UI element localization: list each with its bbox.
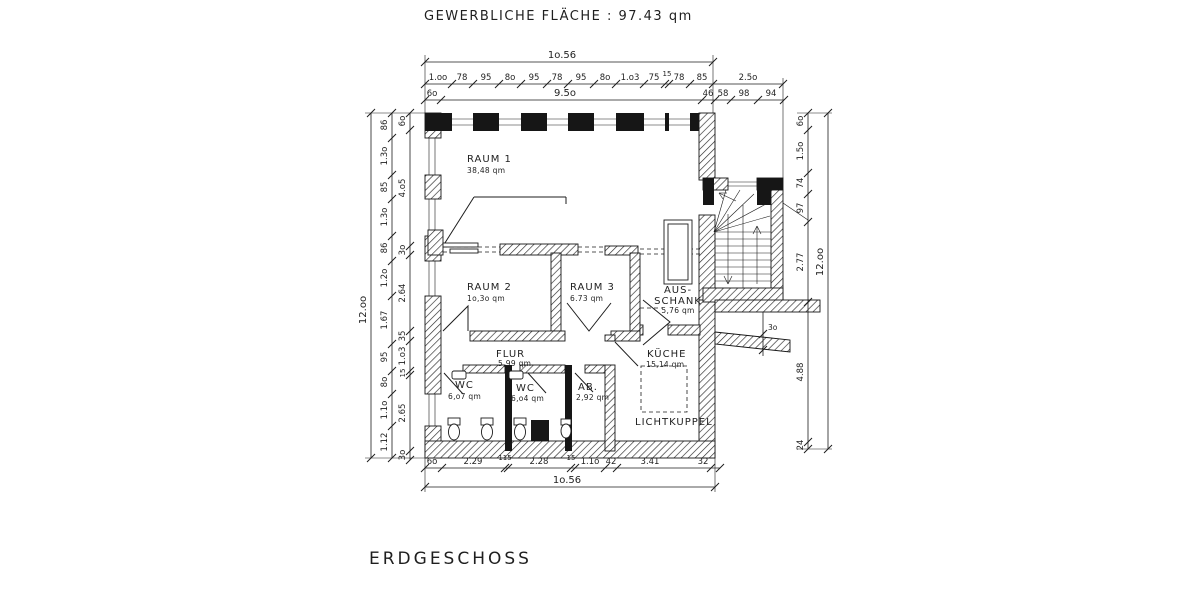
svg-text:6o: 6o [398,115,408,127]
room-area-raum2: 1o,3o qm [467,294,505,303]
svg-text:4.88: 4.88 [796,362,806,382]
svg-text:98: 98 [738,89,750,99]
floor-label: ERDGESCHOSS [369,549,532,569]
room-label-lichtkuppel: LICHTKUPPEL [635,417,713,428]
svg-text:35: 35 [398,330,408,342]
svg-text:2.29: 2.29 [463,457,483,467]
svg-text:1.oo: 1.oo [428,73,448,83]
svg-text:86: 86 [380,119,390,131]
dim-chain-right-inner [796,109,812,453]
room-label-ausschank-1: AUS- [663,285,693,296]
svg-text:15: 15 [399,368,407,378]
dim-chain-left-mid [380,109,396,462]
svg-text:58: 58 [717,89,729,99]
svg-text:78: 78 [673,73,685,83]
svg-text:3o: 3o [398,449,408,461]
svg-text:2.64: 2.64 [398,283,408,303]
room-label-ausschank-2: SCHANK [654,296,702,307]
svg-text:1.2o: 1.2o [380,268,390,288]
title-commercial-area: GEWERBLICHE FLÄCHE : 97.43 qm [424,9,693,24]
room-area-flur: 5,99 qm [498,359,532,368]
svg-text:6o: 6o [426,457,438,467]
room-label-flur: FLUR [496,349,526,360]
dim-chain-left-inner [398,109,414,464]
svg-text:1.67: 1.67 [380,310,390,330]
svg-text:1.3o: 1.3o [380,146,390,166]
svg-text:1.o3: 1.o3 [620,73,640,83]
svg-text:95: 95 [480,73,492,83]
svg-text:85: 85 [380,181,390,193]
svg-text:32: 32 [697,457,709,467]
svg-text:2.77: 2.77 [796,252,806,272]
svg-text:85: 85 [696,73,708,83]
svg-text:75: 75 [648,73,660,83]
room-area-raum3: 6.73 qm [570,294,604,303]
svg-text:15: 15 [566,454,576,462]
svg-text:9.5o: 9.5o [553,88,577,99]
svg-text:6o: 6o [426,89,438,99]
room-labels [448,154,713,428]
room-area-ausschank: 5,76 qm [661,306,695,315]
room-label-wc2: WC [516,383,535,394]
dim-chain-right-outer [815,109,832,453]
room-label-raum2: RAUM 2 [467,282,512,293]
room-area-kueche: 15,14 qm [646,360,685,369]
dim-chain-top-overall [421,50,717,66]
svg-text:1.3o: 1.3o [380,207,390,227]
svg-text:97: 97 [796,202,806,214]
svg-text:4.o5: 4.o5 [398,178,408,198]
room-area-raum1: 38,48 qm [467,166,506,175]
room-area-wc2: 6,o4 qm [511,394,545,403]
svg-text:2.28: 2.28 [529,457,549,467]
svg-text:74: 74 [796,177,806,189]
svg-text:42: 42 [605,457,617,467]
svg-text:3o: 3o [768,323,778,332]
svg-text:95: 95 [575,73,587,83]
svg-text:12.oo: 12.oo [358,295,369,325]
room-label-kueche: KÜCHE [647,349,687,360]
room-area-ab: 2,92 qm [576,393,610,402]
svg-text:15: 15 [662,70,672,78]
svg-text:8o: 8o [504,73,516,83]
svg-text:86: 86 [380,242,390,254]
dim-chain-left-outer [358,109,375,462]
svg-text:2.65: 2.65 [398,403,408,423]
svg-text:3.41: 3.41 [640,457,660,467]
svg-text:46: 46 [702,89,714,99]
svg-text:94: 94 [765,89,777,99]
svg-text:78: 78 [551,73,563,83]
room-label-ab: AB. [578,382,598,393]
svg-text:95: 95 [528,73,540,83]
room-area-wc1: 6,o7 qm [448,392,482,401]
room-label-raum3: RAUM 3 [570,282,615,293]
svg-text:1.o3: 1.o3 [398,346,408,366]
svg-text:1.1o: 1.1o [380,400,390,420]
svg-text:24: 24 [796,439,806,451]
svg-text:12.oo: 12.oo [815,247,826,277]
svg-text:1.5o: 1.5o [796,141,806,161]
room-label-raum1: RAUM 1 [467,154,512,165]
svg-text:2.5o: 2.5o [738,73,758,83]
svg-text:1o.56: 1o.56 [547,50,577,61]
svg-text:6o: 6o [796,115,806,127]
svg-text:95: 95 [380,351,390,363]
room-label-wc1: WC [455,380,474,391]
svg-text:78: 78 [456,73,468,83]
svg-text:1.1o: 1.1o [580,457,600,467]
svg-text:115: 115 [498,454,512,462]
svg-text:8o: 8o [599,73,611,83]
svg-text:1.12: 1.12 [380,432,390,452]
svg-text:3o: 3o [398,244,408,256]
dim-chain-top-sub [421,88,788,104]
dim-chain-bottom-overall [421,475,719,491]
svg-text:8o: 8o [380,376,390,388]
dim-chain-top-detail [421,70,787,88]
svg-text:1o.56: 1o.56 [552,475,582,486]
